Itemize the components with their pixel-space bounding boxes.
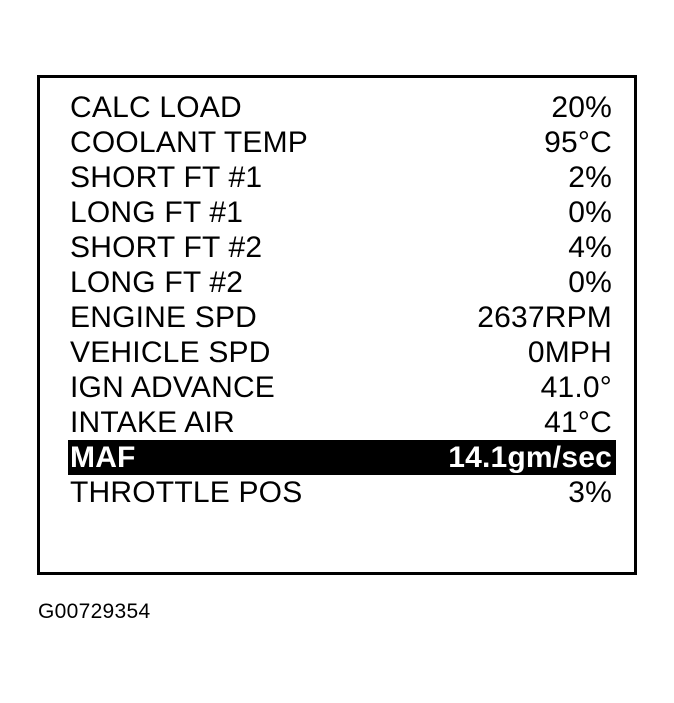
pid-row[interactable] (68, 125, 616, 160)
pid-row[interactable] (68, 230, 616, 265)
pid-value: 2% (568, 161, 612, 194)
pid-name: LONG FT #1 (70, 196, 244, 229)
pid-row[interactable] (68, 370, 616, 405)
pid-value: 4% (568, 231, 612, 264)
pid-list (68, 90, 616, 510)
pid-name: IGN ADVANCE (70, 371, 276, 404)
pid-value: 3% (568, 476, 612, 509)
pid-row[interactable] (68, 475, 616, 510)
scan-tool-display (37, 75, 637, 575)
pid-name: SHORT FT #2 (70, 231, 263, 264)
pid-name: ENGINE SPD (70, 301, 258, 334)
pid-value: 95°C (544, 126, 612, 159)
pid-name: SHORT FT #1 (70, 161, 263, 194)
pid-value: 41.0° (540, 371, 612, 404)
pid-row[interactable] (68, 335, 616, 370)
pid-row[interactable] (68, 405, 616, 440)
pid-name: MAF (70, 441, 136, 474)
pid-row[interactable] (68, 160, 616, 195)
pid-row-selected[interactable] (68, 440, 616, 475)
figure-id-label: G00729354 (38, 600, 151, 623)
pid-value: 14.1gm/sec (448, 441, 612, 474)
pid-name: LONG FT #2 (70, 266, 244, 299)
pid-name: VEHICLE SPD (70, 336, 271, 369)
pid-value: 0% (568, 266, 612, 299)
pid-value: 20% (551, 91, 612, 124)
pid-name: CALC LOAD (70, 91, 242, 124)
pid-name: THROTTLE POS (70, 476, 303, 509)
pid-row[interactable] (68, 265, 616, 300)
pid-value: 2637RPM (477, 301, 612, 334)
pid-row[interactable] (68, 300, 616, 335)
pid-row[interactable] (68, 195, 616, 230)
pid-name: INTAKE AIR (70, 406, 235, 439)
pid-row[interactable] (68, 90, 616, 125)
pid-value: 41°C (544, 406, 612, 439)
pid-value: 0MPH (527, 336, 612, 369)
pid-name: COOLANT TEMP (70, 126, 309, 159)
pid-value: 0% (568, 196, 612, 229)
